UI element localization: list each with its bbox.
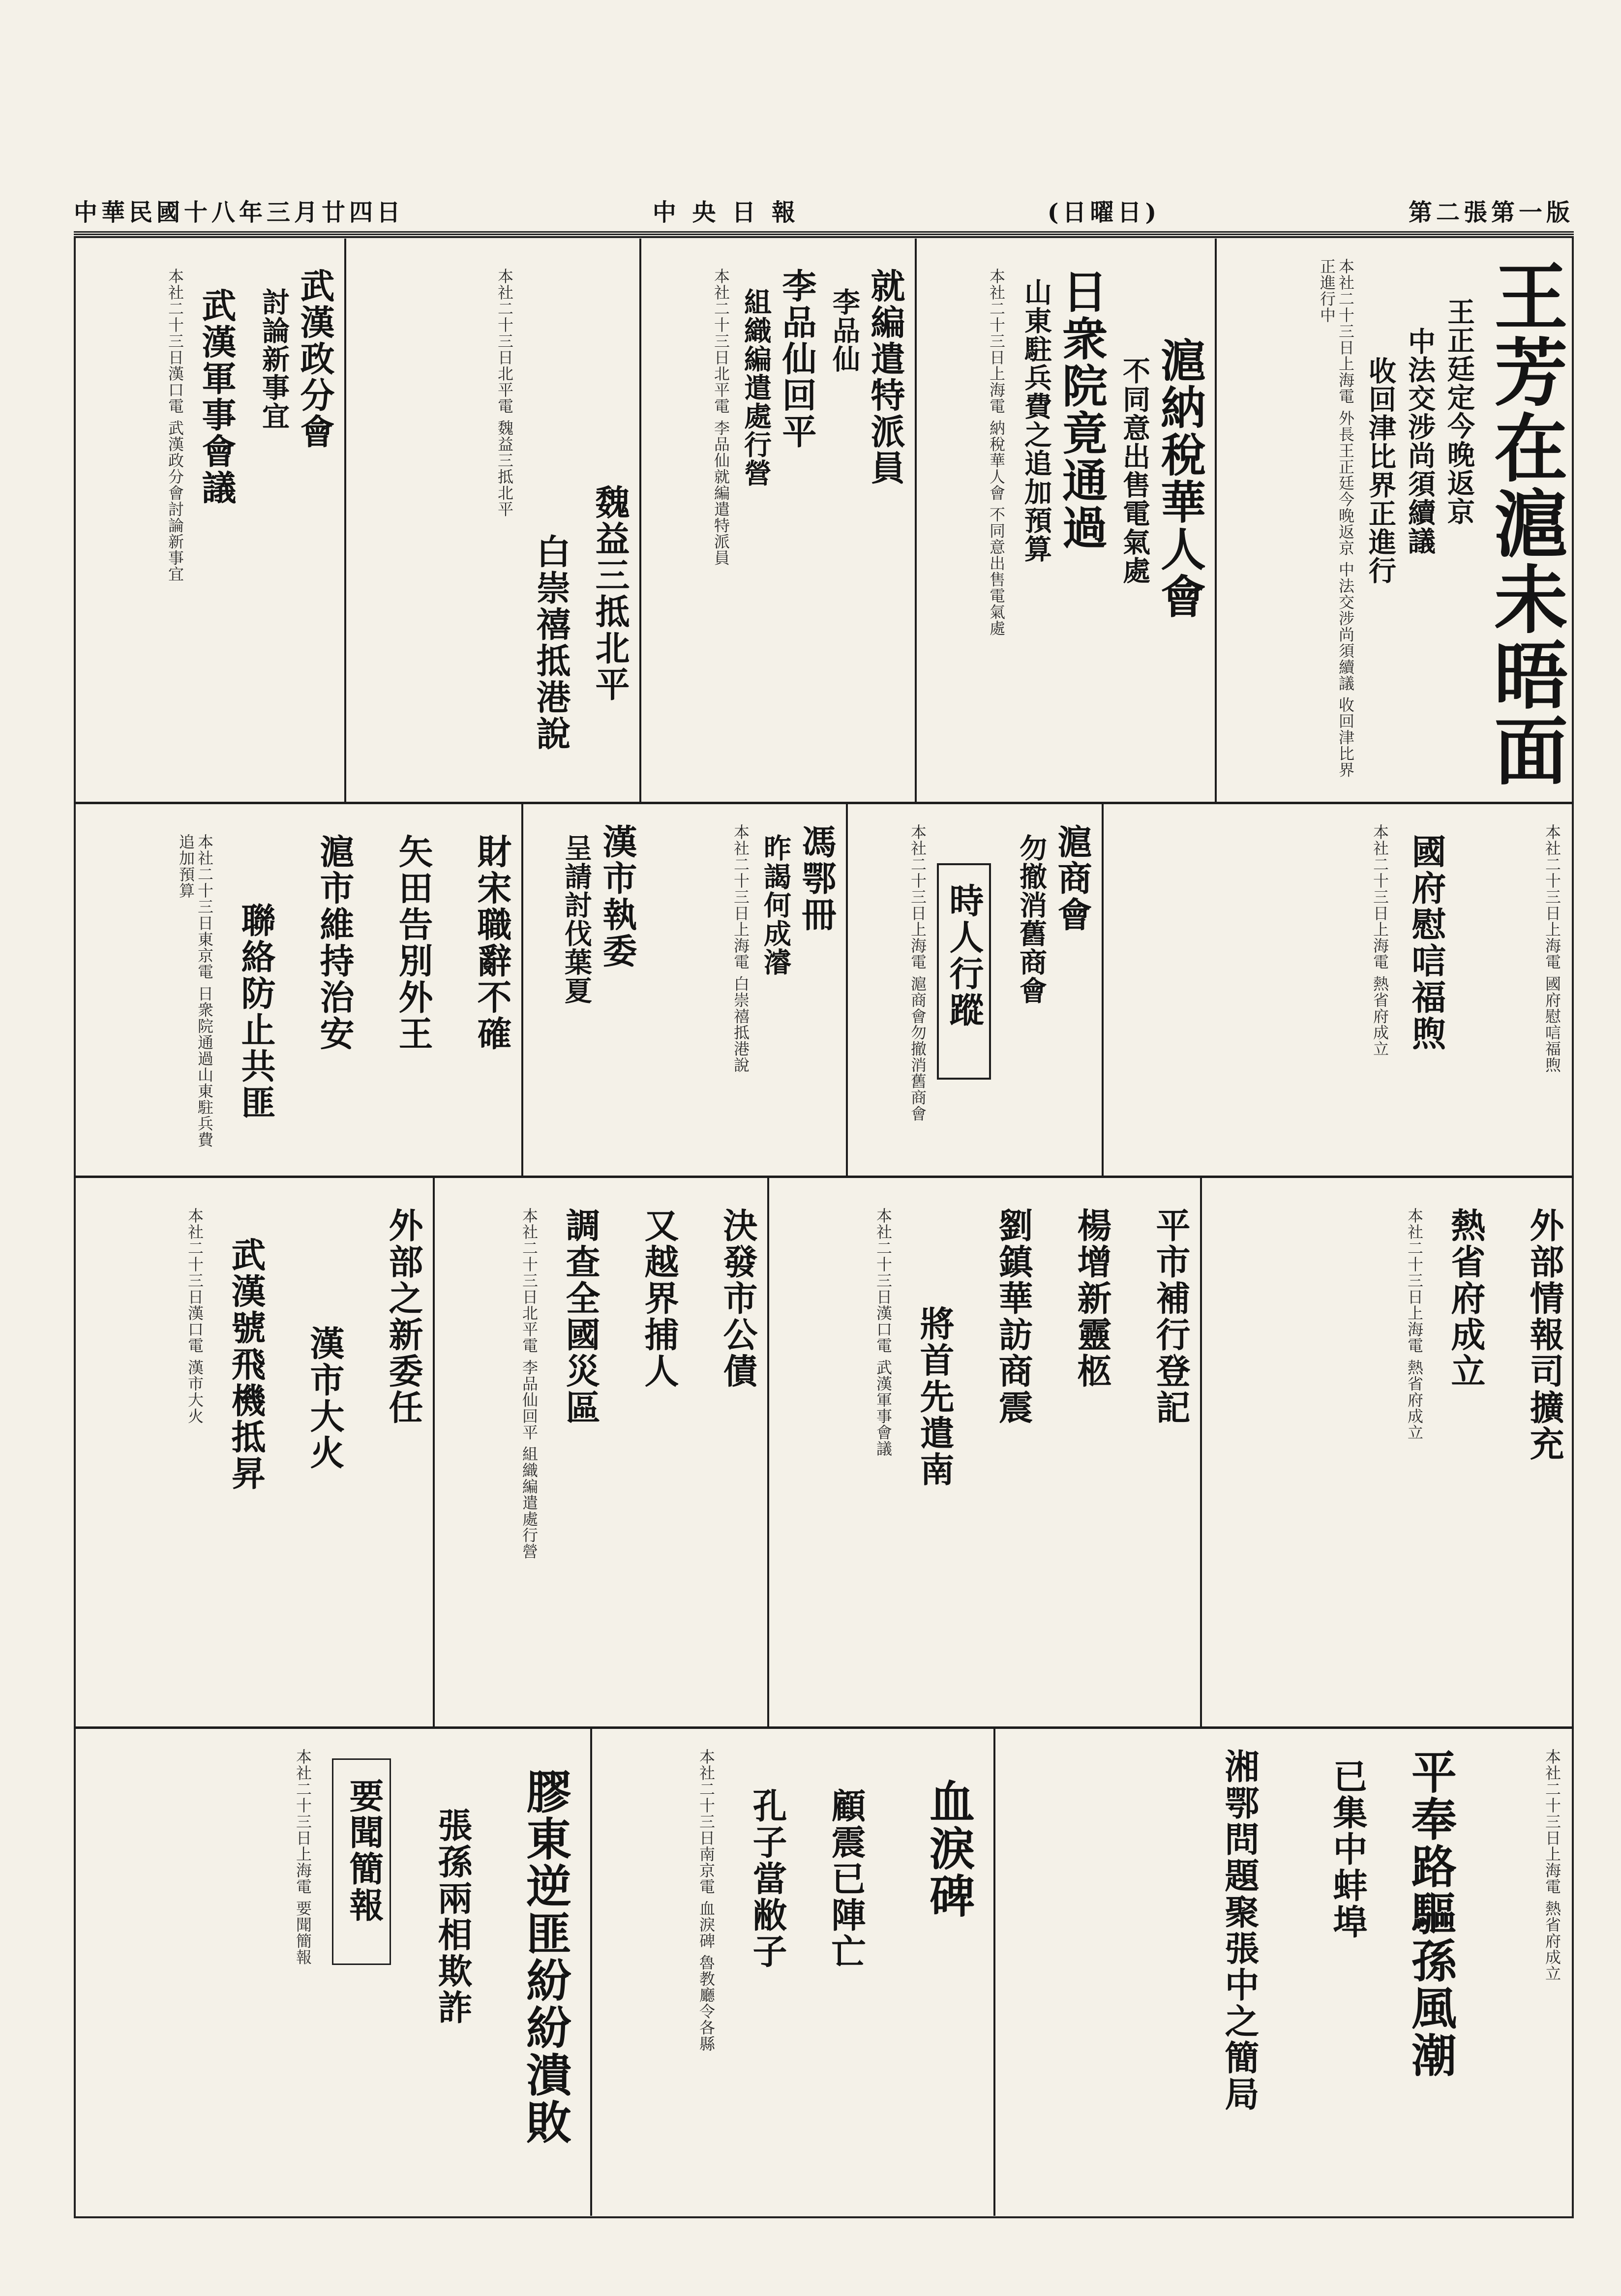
- headline: 已集中蚌埠: [1327, 1758, 1368, 1940]
- headline: 劉鎮華訪商震: [993, 1208, 1034, 1426]
- headline: 漢市執委: [597, 824, 638, 969]
- masthead: [74, 189, 1574, 235]
- article-hankou-fire: [76, 1178, 430, 1724]
- divider-col-6: [846, 804, 848, 1176]
- subheadline: 組織編遣處行營: [740, 288, 772, 487]
- headline: 決發市公債: [718, 1208, 758, 1390]
- headline: 王芳在滬未晤面: [1481, 258, 1568, 788]
- article-body: 本社二十三日南京電 血淚碑 魯教廳令各縣: [697, 1749, 716, 2052]
- article-wei-yisan: [347, 239, 637, 799]
- headline: 聯絡防止共匪: [236, 903, 276, 1121]
- headline: 熱省府成立: [1445, 1208, 1486, 1390]
- article-foch: [1104, 804, 1571, 1173]
- subheadline: 山東駐兵費之追加預算: [1020, 278, 1052, 563]
- article-body: 本社二十三日漢口電 武漢軍事會議: [874, 1208, 893, 1457]
- article-pingfeng: [996, 1729, 1571, 2216]
- headline: 外部之新委任: [383, 1208, 424, 1426]
- divider-col-2: [915, 239, 917, 802]
- divider-col-4: [344, 239, 346, 802]
- article-chamber: [848, 804, 1099, 1173]
- masthead-weekday: (日曜日): [1047, 199, 1161, 226]
- article-body: 本社二十三日漢口電 漢市大火: [185, 1208, 204, 1424]
- divider-col-9: [767, 1178, 769, 1726]
- divider-col-5: [1102, 804, 1104, 1176]
- headline: 外部情報司擴充: [1524, 1208, 1565, 1462]
- headline: 平奉路驅孫風潮: [1404, 1749, 1457, 2079]
- article-wuhan-council: [76, 239, 342, 799]
- masthead-paper: 中 央 日 報: [652, 199, 799, 226]
- divider-col-3: [639, 239, 641, 802]
- headline: 漢市大火: [304, 1326, 345, 1471]
- article-body: 本社二十三日上海電 熱省府成立: [1543, 1749, 1561, 1982]
- article-jiaodong: [593, 1729, 991, 2216]
- headline: 調查全國災區: [560, 1208, 601, 1426]
- headline: 膠東逆匪紛紛潰敗: [519, 1768, 572, 2146]
- subheadline: 呈請討伐葉夏: [560, 834, 593, 1005]
- headline: 武漢政分會: [295, 268, 335, 450]
- headline: 滬納稅華人會: [1153, 337, 1206, 620]
- article-wang-fang: [1217, 239, 1571, 799]
- headline: 國府慰唁福煦: [1406, 834, 1447, 1052]
- article-body: 本社二十三日上海電 國府慰唁福煦: [1543, 824, 1561, 1073]
- article-body: 本社二十三日漢口電 武漢政分會討論新事宜: [166, 268, 184, 582]
- headline: 滬商會: [1052, 824, 1093, 933]
- headline: 血淚碑: [922, 1778, 975, 1920]
- headline: 矢田告別外王: [393, 834, 434, 1052]
- article-foreign-intel: [1202, 1178, 1571, 1724]
- headline: 日衆院竟通過: [1055, 268, 1108, 551]
- headline: 馮鄂冊: [796, 824, 837, 933]
- subheadline: 中法交涉尚須續議: [1404, 327, 1436, 555]
- headline: 白崇禧抵港說: [531, 534, 571, 752]
- divider-col-12: [590, 1729, 592, 2216]
- divider-col-11: [993, 1729, 995, 2216]
- article-body: 本社二十三日北平電 李品仙回平 組織編遣處行營: [520, 1208, 539, 1560]
- headline: 要聞簡報: [344, 1778, 385, 1924]
- subheadline: 李品仙: [828, 288, 861, 373]
- headline: 將首先遣南: [914, 1306, 955, 1488]
- subheadline: 收回津比界正進行: [1364, 357, 1397, 585]
- article-tianjin-bonds: [435, 1178, 765, 1724]
- article-body: 本社二十三日上海電 熱省府成立: [1371, 824, 1389, 1057]
- divider-col-10: [433, 1178, 435, 1726]
- headline: 楊增新靈柩: [1072, 1208, 1112, 1390]
- headline: 魏益三抵北平: [590, 484, 630, 703]
- article-body: 本社二十三日上海電 熱省府成立: [1405, 1208, 1424, 1441]
- headline: 湘鄂問題聚張中之簡局: [1219, 1749, 1260, 2113]
- article-body: 本社二十三日上海電 滬商會勿撤消舊商會: [908, 824, 927, 1122]
- headline: 武漢軍事會議: [196, 288, 237, 506]
- divider-col-1: [1215, 239, 1217, 802]
- subheadline: 昨謁何成濬: [759, 834, 792, 976]
- headline: 財宋職辭不確: [472, 834, 512, 1052]
- headline: 顧震已陣亡: [826, 1788, 867, 1970]
- article-misc-left: [76, 804, 519, 1173]
- headline: 時人行蹤: [944, 883, 985, 1028]
- headline: 孔子當敝子: [747, 1788, 788, 1970]
- article-tax-association: [917, 239, 1212, 799]
- article-li-pinxian: [642, 239, 912, 799]
- article-body: 本社二十三日上海電 納稅華人會 不同意出售電氣處: [987, 268, 1006, 636]
- masthead-date: 中華民國十八年三月廿四日: [74, 199, 405, 226]
- subheadline: 討論新事宜: [258, 288, 290, 430]
- headline: 李品仙回平: [777, 268, 817, 450]
- masthead-section: 第二張第一版: [1408, 199, 1574, 226]
- article-body: 本社二十三日上海電 外長王正廷今晚返京 中法交涉尚須續議 收回津比界正進行中: [1318, 258, 1355, 778]
- headline: 又越界捕人: [639, 1208, 680, 1390]
- headline: 滬市維持治安: [314, 834, 355, 1052]
- subheadline: 不同意出售電氣處: [1118, 357, 1151, 585]
- subheadline: 勿撤消舊商會: [1015, 834, 1048, 1005]
- article-hankou-exec: [524, 804, 639, 1173]
- headline: 武漢號飛機抵昇: [226, 1237, 267, 1492]
- article-news-brief: [76, 1729, 588, 2216]
- article-feng: [642, 804, 843, 1173]
- article-body: 本社二十三日上海電 白崇禧抵港說: [731, 824, 750, 1073]
- article-peiping: [770, 1178, 1198, 1724]
- article-body: 本社二十三日東京電 日衆院通過山東駐兵費追加預算: [177, 834, 214, 1148]
- headline: 張孫兩相欺詐: [432, 1808, 473, 2026]
- headline: 平市補行登記: [1150, 1208, 1191, 1426]
- headline: 就編遣特派員: [865, 268, 906, 486]
- article-body: 本社二十三日上海電 要聞簡報: [294, 1749, 312, 1965]
- article-body: 本社二十三日北平電 李品仙就編遣特派員: [712, 268, 730, 566]
- subheadline: 王正廷定今晚返京: [1443, 298, 1475, 526]
- divider-col-8: [1200, 1178, 1202, 1726]
- article-body: 本社二十三日北平電 魏益三抵北平: [495, 268, 514, 517]
- divider-col-7: [521, 804, 523, 1176]
